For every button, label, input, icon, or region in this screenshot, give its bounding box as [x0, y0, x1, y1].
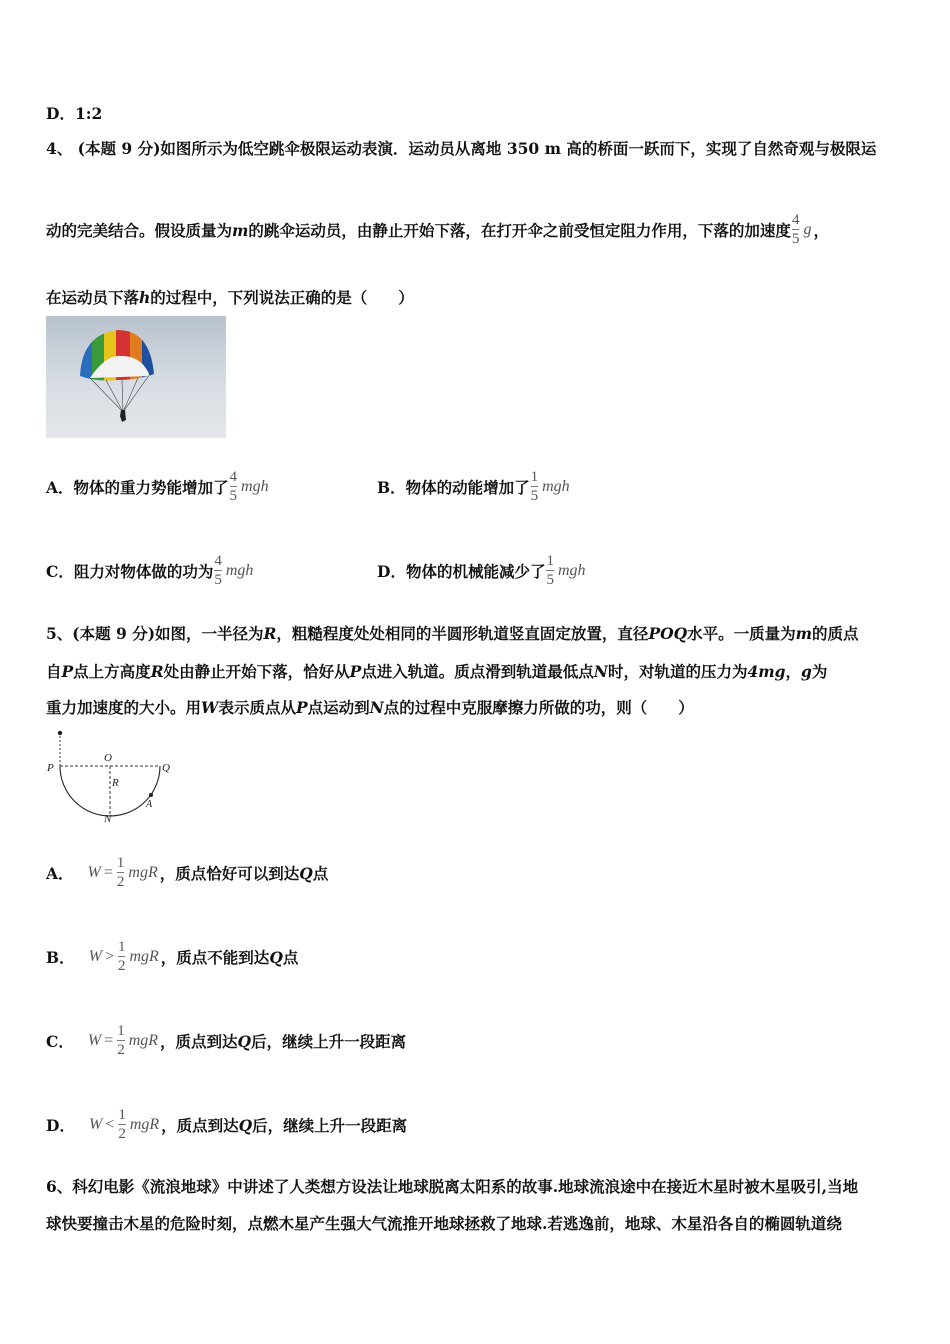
- parachute-photo: [46, 316, 226, 438]
- formula: W > $\frac{1}{2}$ mgR: [88, 939, 159, 974]
- q4-stem-line3: 在运动员下落h的过程中，下列说法正确的是（ ）: [46, 288, 414, 307]
- q4-stem-line1: 4、 (本题 9 分)如图所示为低空跳伞极限运动表演．运动员从离地 350 m 高的桥面一跃而下，实现了自然奇观与极限运: [46, 139, 877, 158]
- label-p: P: [47, 762, 54, 774]
- q4-option-a[interactable]: A．物体的重力势能增加了 $\frac{4}{5}$ mgh: [46, 469, 269, 504]
- mass-point: [58, 731, 62, 735]
- q6-stem-line2: 球快要撞击木星的危险时刻，点燃木星产生强大气流推开地球拯救了地球.若逃逸前，地球、木星沿各自的椭圆轨道绕: [46, 1214, 842, 1233]
- fraction: $\frac{4}{5}$: [791, 212, 800, 247]
- formula: $\frac{1}{5}$ mgh: [530, 469, 570, 504]
- formula: W = $\frac{1}{2}$ mgR: [87, 1023, 159, 1058]
- label-a: A: [146, 799, 153, 810]
- q4-option-c[interactable]: C．阻力对物体做的功为 $\frac{4}{5}$ mgh: [46, 553, 254, 588]
- label-n: N: [104, 813, 112, 824]
- q6-stem-line1: 6、科幻电影《流浪地球》中讲述了人类想方设法让地球脱离太阳系的故事.地球流浪途中在接近木星时被木星吸引,当地: [46, 1177, 859, 1196]
- q5-option-a[interactable]: A． W = $\frac{1}{2}$ mgR ，质点恰好可以到达 Q 点: [46, 855, 329, 890]
- formula: $\frac{4}{5}$ mgh: [214, 553, 254, 588]
- label-r: R: [112, 777, 119, 789]
- label-q: Q: [162, 762, 170, 774]
- q4-stem-line2: [46, 200, 829, 260]
- q5-stem-line1: 5、(本题 9 分)如图，一半径为R，粗糙程度处处相同的半圆形轨道竖直固定放置，直径POQ水平。一质量为m的质点: [46, 624, 859, 643]
- q5-option-b[interactable]: B． W > $\frac{1}{2}$ mgR ，质点不能到达 Q 点: [46, 939, 299, 974]
- semicircle-track-diagram: [44, 728, 184, 824]
- formula: W = $\frac{1}{2}$ mgR: [87, 855, 158, 890]
- q4-option-d[interactable]: D．物体的机械能减少了 $\frac{1}{5}$ mgh: [377, 553, 586, 588]
- q4-line2-mid: 的跳伞运动员，由静止开始下落，在打开伞之前受恒定阻力作用，下落的加速度: [248, 221, 791, 240]
- q5-stem-line3: 重力加速度的大小。用W表示质点从P点运动到N点的过程中克服摩擦力所做的功，则（ ）: [46, 698, 694, 717]
- q4-var-h: h: [139, 288, 151, 307]
- formula: W < $\frac{1}{2}$ mgR: [88, 1107, 160, 1142]
- formula: $\frac{4}{5}$ mgh: [229, 469, 269, 504]
- formula: $\frac{1}{5}$ mgh: [546, 553, 586, 588]
- q5-stem-line2: 自P点上方高度R处由静止开始下落，恰好从P点进入轨道。质点滑到轨道最低点N时，对轨道的压力为4mg，g为: [46, 662, 828, 681]
- label-o: O: [104, 752, 112, 764]
- q4-var-m: m: [232, 220, 249, 240]
- q4-accel-formula: $\frac{4}{5}$ g: [791, 212, 812, 247]
- q5-option-c[interactable]: C． W = $\frac{1}{2}$ mgR ，质点到达 Q 后，继续上升一段距离: [46, 1023, 407, 1058]
- q4-option-b[interactable]: B．物体的动能增加了 $\frac{1}{5}$ mgh: [377, 469, 570, 504]
- parachute-image: [46, 316, 226, 438]
- point-a: [149, 793, 153, 797]
- q5-option-d[interactable]: D． W < $\frac{1}{2}$ mgR ，质点到达 Q 后，继续上升一段距离: [46, 1107, 408, 1142]
- prev-option-d: D．1:2: [46, 104, 103, 123]
- q4-line2-end: ，: [813, 221, 829, 240]
- q4-line2-pre: 动的完美结合。假设质量为: [46, 221, 233, 240]
